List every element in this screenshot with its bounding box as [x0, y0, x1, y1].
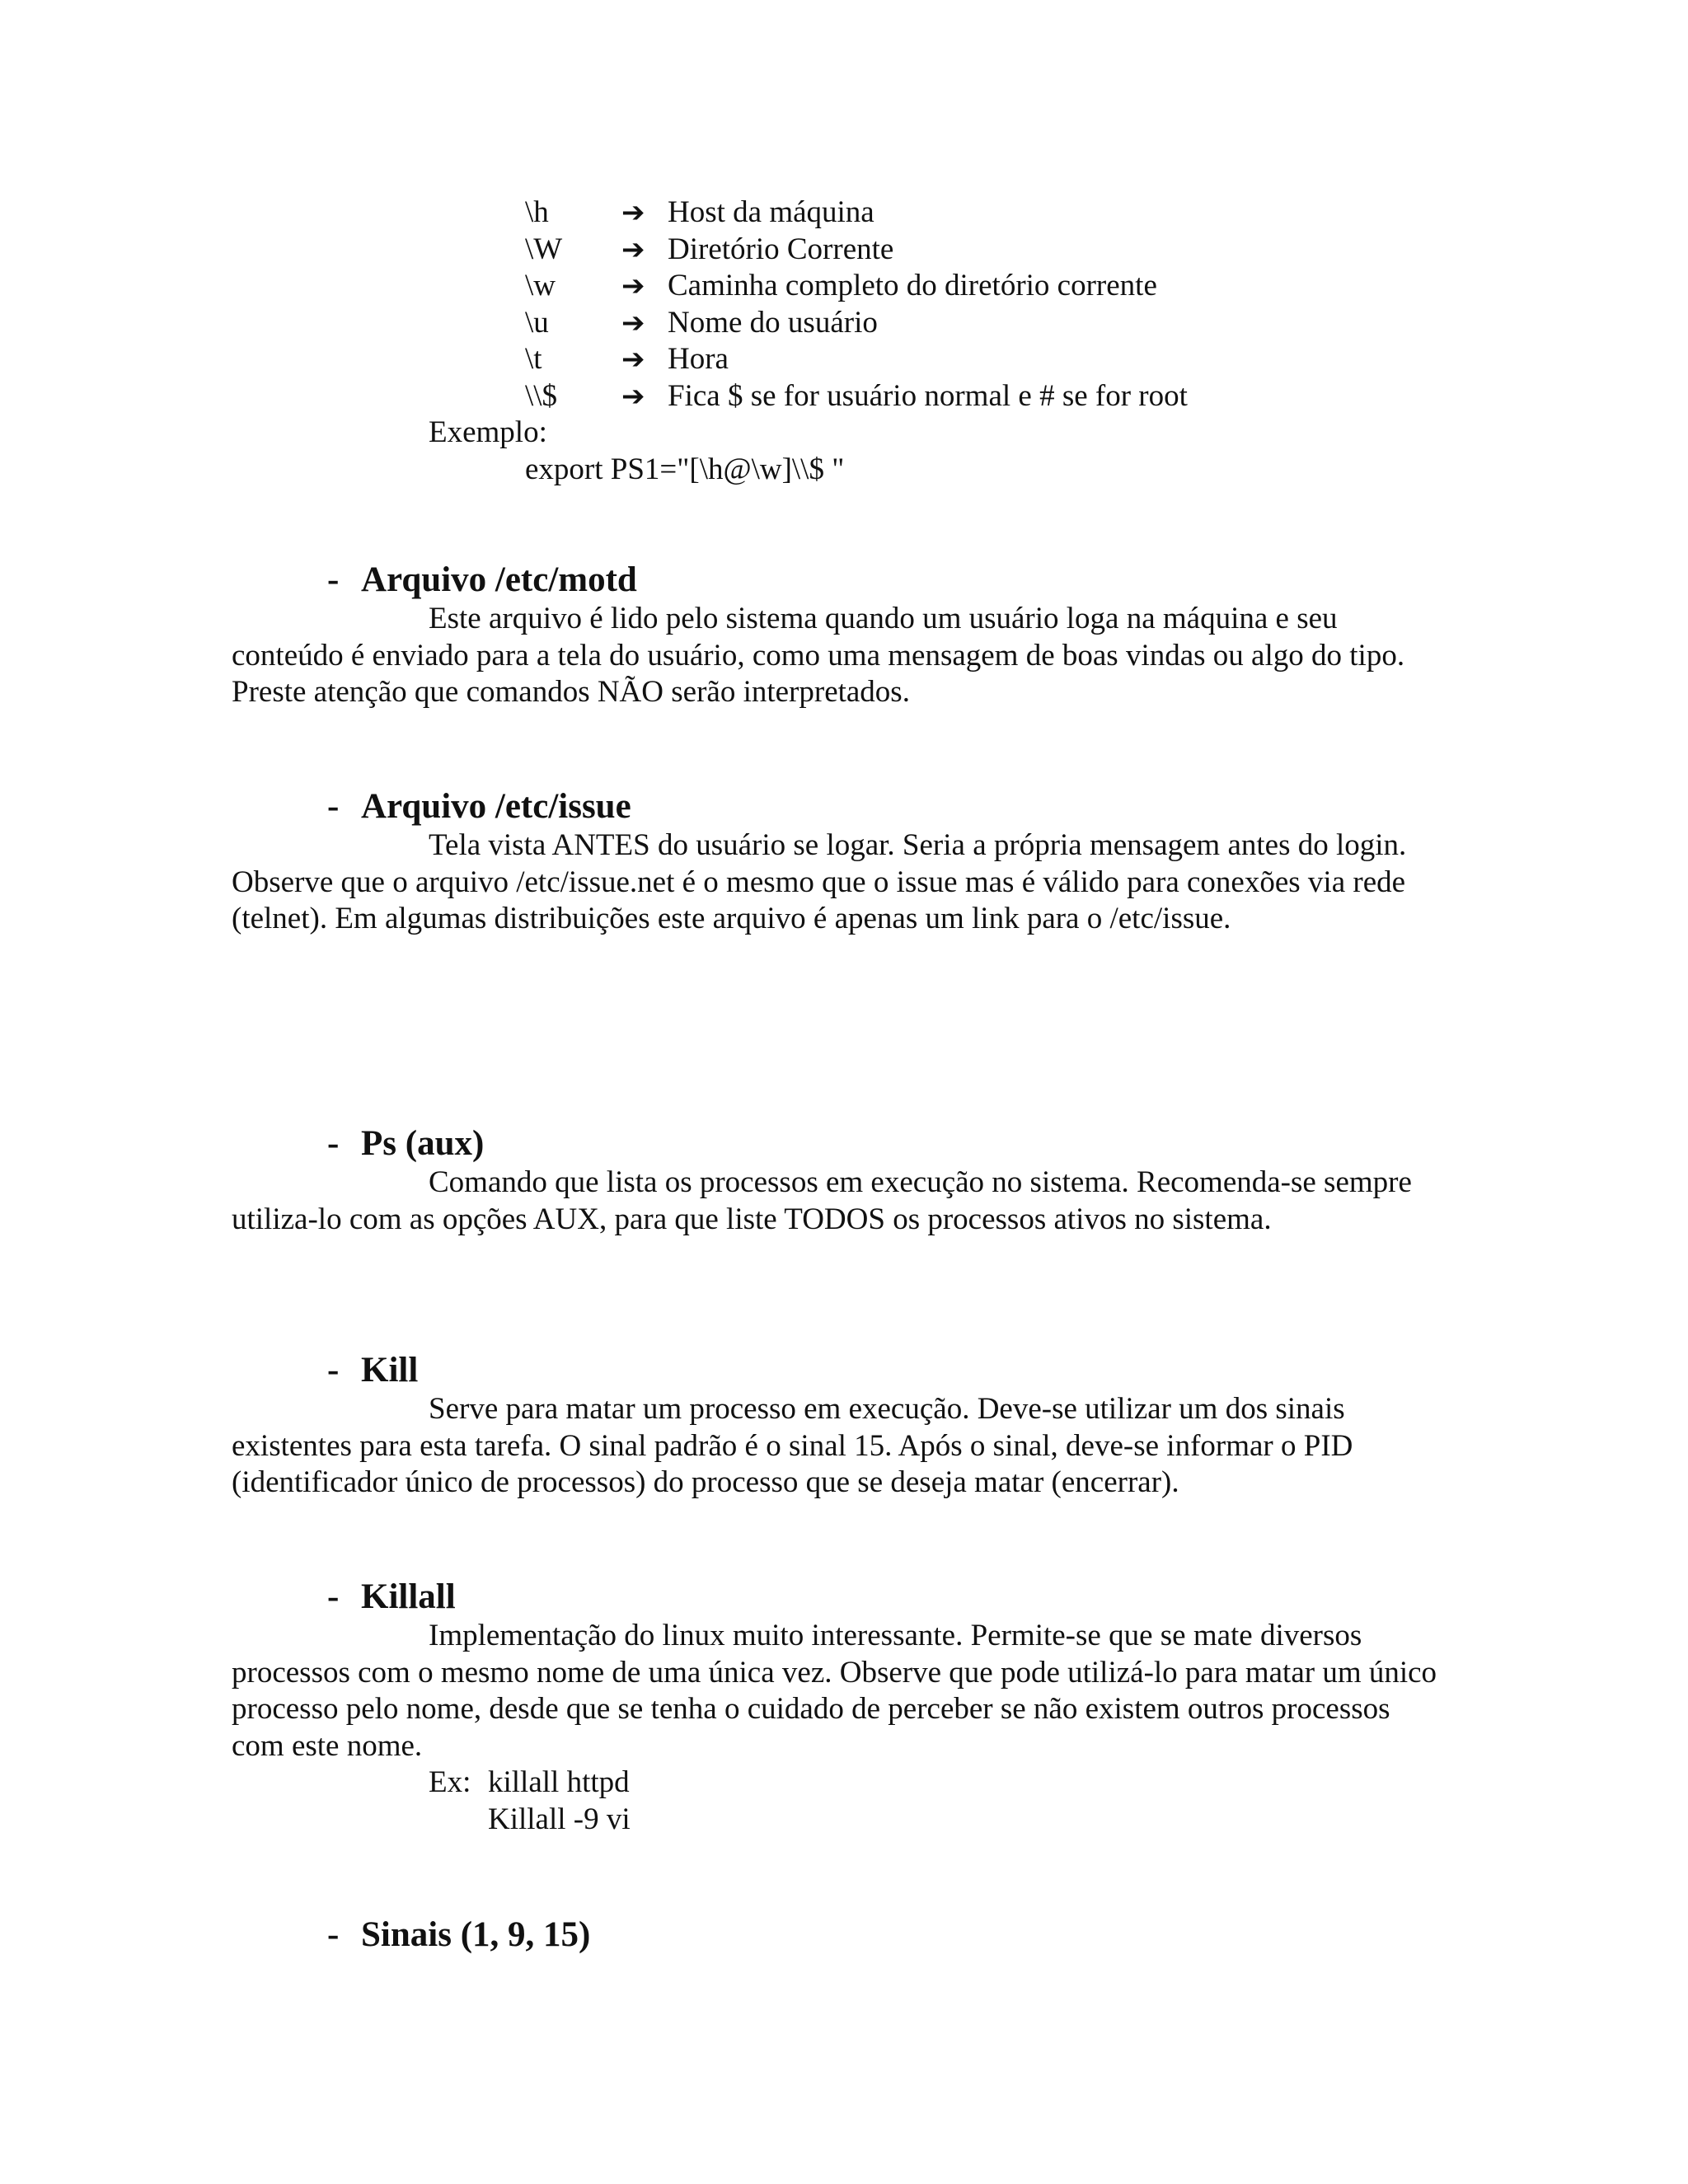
- list-item: [525, 194, 1188, 232]
- section-title: Killall: [361, 1577, 456, 1616]
- section-paragraph: Serve para matar um processo em execução. Deve-se utilizar um dos sinais existentes para esta tarefa. O sinal padrão é o sinal 15. Após o sinal, deve-se informar o PID (identificador único de processos) do processo que se deseja matar (encerrar).: [232, 1392, 1353, 1499]
- arrow-icon: ➔: [621, 343, 645, 376]
- list-item: [525, 305, 1188, 342]
- list-item: [525, 378, 1188, 415]
- heading-dash: -: [327, 1124, 340, 1163]
- section-ps: [232, 1123, 1443, 1238]
- sequence-description: Hora: [668, 342, 729, 376]
- section-title: Ps (aux): [361, 1124, 485, 1163]
- section-heading: [327, 1577, 1443, 1618]
- section-paragraph: Comando que lista os processos em execução no sistema. Recomenda-se sempre utiliza-lo com as opções AUX, para que liste TODOS os processos ativos no sistema.: [232, 1165, 1412, 1236]
- sequence-description: Host da máquina: [668, 195, 874, 229]
- sequence-description: Caminha completo do diretório corrente: [668, 269, 1157, 302]
- section-motd: [232, 560, 1443, 711]
- sequence-code: \t: [525, 342, 542, 376]
- section-title: Arquivo /etc/motd: [361, 560, 637, 599]
- prompt-sequence-list: [525, 194, 1188, 415]
- heading-dash: -: [327, 560, 340, 599]
- section-heading: [327, 560, 1443, 601]
- example-line: [429, 1802, 1443, 1839]
- example-block: [429, 1765, 1443, 1838]
- section-paragraph: Este arquivo é lido pelo sistema quando um usuário loga na máquina e seu conteúdo é enviado para a tela do usuário, como uma mensagem de boas vindas ou algo do tipo. Preste atenção que comandos NÃO serão interpretados.: [232, 602, 1405, 709]
- section-sinais: [232, 1915, 1443, 1956]
- sequence-code: \u: [525, 305, 549, 340]
- section-heading: [327, 786, 1443, 827]
- list-item: [525, 232, 1188, 269]
- section-kill: [232, 1350, 1443, 1502]
- section-title: Sinais (1, 9, 15): [361, 1915, 591, 1954]
- section-heading: [327, 1350, 1443, 1391]
- section-paragraph: Implementação do linux muito interessante. Permite-se que se mate diversos processos com o mesmo nome de uma única vez. Observe que pode utilizá-lo para matar um único processo pelo nome, desde que se tenha o cuidado de perceber se não existem outros processos com este nome.: [232, 1619, 1437, 1763]
- section-heading: [327, 1915, 1443, 1956]
- list-item: [525, 341, 1188, 378]
- arrow-icon: ➔: [621, 269, 645, 302]
- list-item: [525, 268, 1188, 305]
- section-heading: [327, 1123, 1443, 1165]
- sequence-code: \h: [525, 195, 549, 229]
- sequence-description: Fica $ se for usuário normal e # se for root: [668, 378, 1188, 413]
- section-title: Kill: [361, 1351, 419, 1390]
- example-label: Exemplo:: [429, 415, 547, 449]
- sequence-code: \\$: [525, 378, 558, 413]
- arrow-icon: ➔: [621, 379, 645, 413]
- section-paragraph: Tela vista ANTES do usuário se logar. Seria a própria mensagem antes do login. Observe que o arquivo /etc/issue.net é o mesmo que o issue mas é válido para conexões via rede (telnet). Em algumas distribuições este arquivo é apenas um link para o /etc/issue.: [232, 828, 1407, 935]
- arrow-icon: ➔: [621, 196, 645, 229]
- example-line: [429, 1765, 1443, 1802]
- section-issue: [232, 786, 1443, 938]
- example-command: Killall -9 vi: [488, 1802, 631, 1836]
- arrow-icon: ➔: [621, 232, 645, 266]
- heading-dash: -: [327, 1351, 340, 1390]
- heading-dash: -: [327, 1577, 340, 1616]
- example-command: export PS1="[\h@\w]\\$ ": [525, 452, 845, 486]
- sequence-code: \W: [525, 232, 563, 266]
- sequence-code: \w: [525, 269, 556, 302]
- section-killall: [232, 1577, 1443, 1838]
- example-command: killall httpd: [488, 1765, 630, 1799]
- example-label: Ex:: [429, 1765, 471, 1799]
- heading-dash: -: [327, 787, 340, 826]
- sequence-description: Nome do usuário: [668, 305, 878, 340]
- section-title: Arquivo /etc/issue: [361, 787, 631, 826]
- arrow-icon: ➔: [621, 306, 645, 340]
- heading-dash: -: [327, 1915, 340, 1954]
- sequence-description: Diretório Corrente: [668, 232, 894, 266]
